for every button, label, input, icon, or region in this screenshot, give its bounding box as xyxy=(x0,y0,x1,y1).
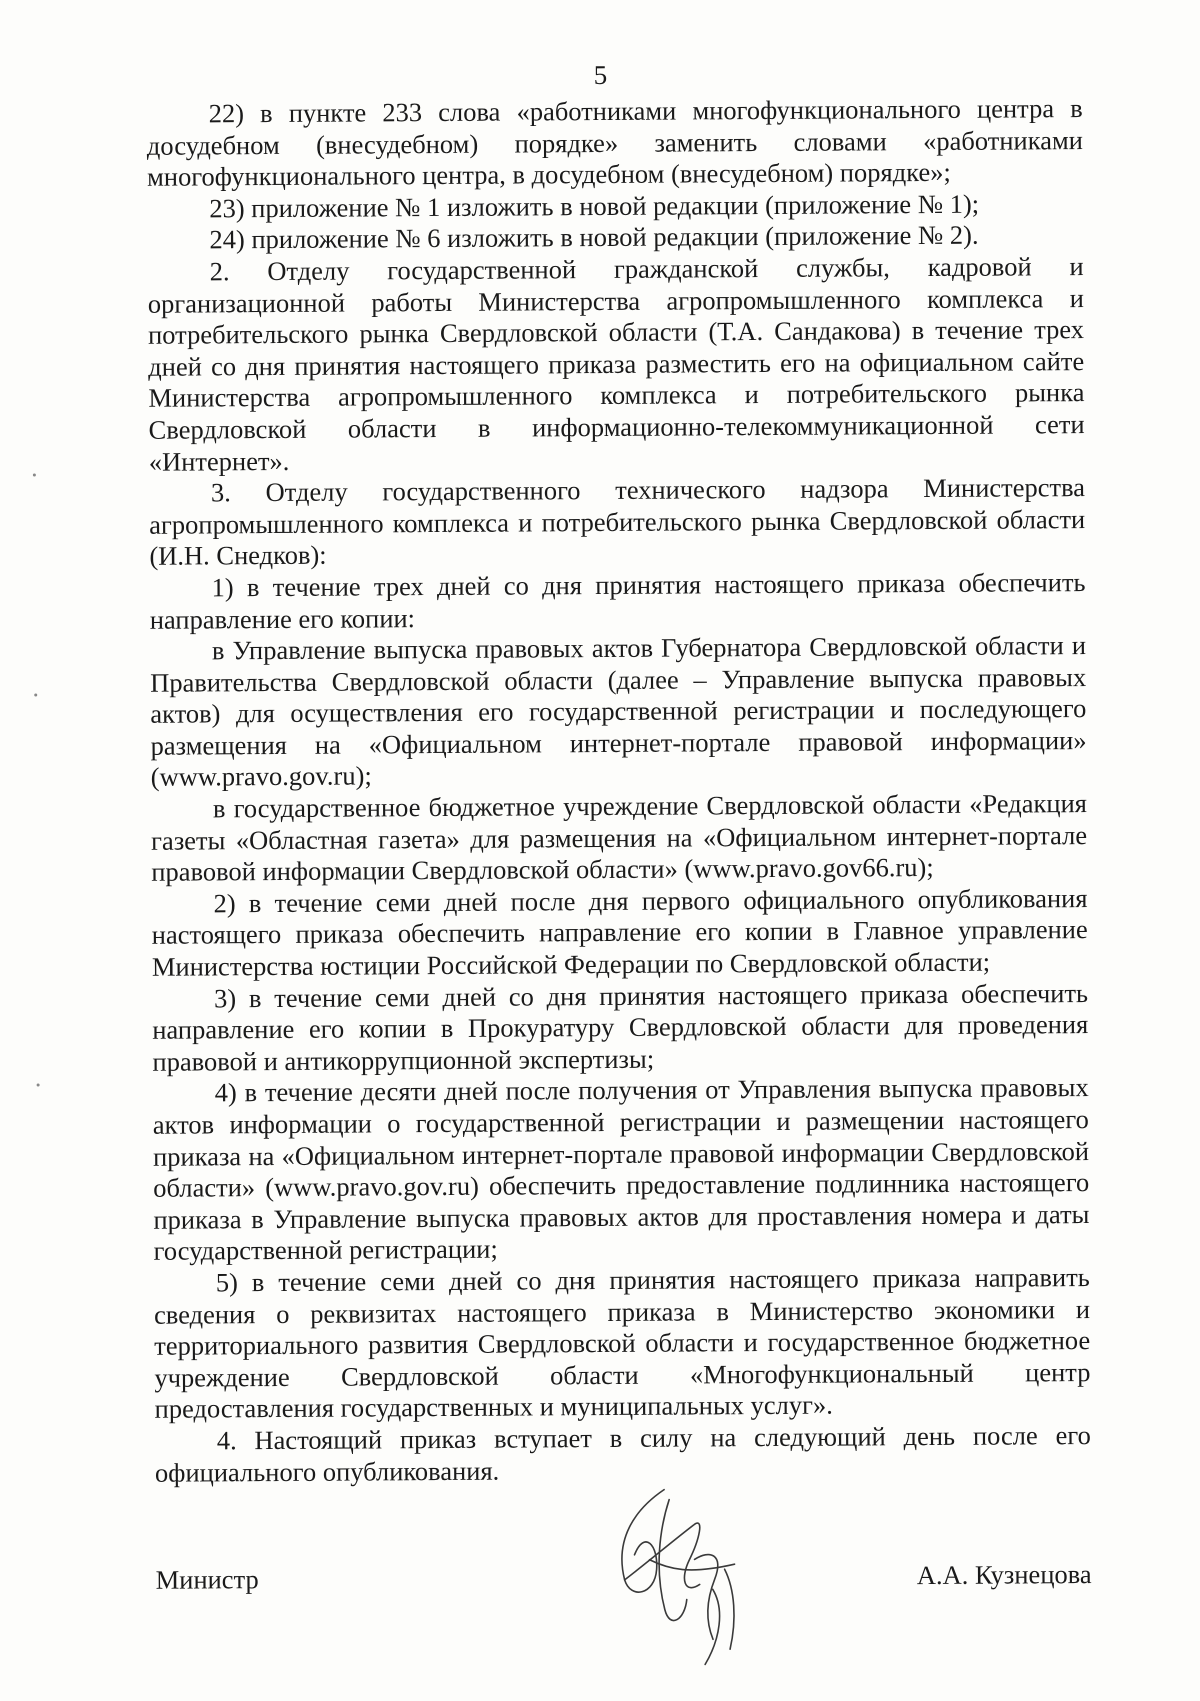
paragraph-subitem-2: 2) в течение семи дней после дня первого официального опубликования настоящего приказа обеспечить направление его копии в Главное управление Министерства юстиции Российской Федерации по Свердловской области; xyxy=(151,882,1088,982)
signatory-title: Министр xyxy=(155,1564,259,1595)
paragraph-section-2: 2. Отделу государственной гражданской службы, кадровой и организационной работы Министерства агропромышленного комплекса и потребительского рынка Свердловской области (Т.А. Сандакова) в течение трех дней со дня принятия настоящего приказа разместить его на официальном сайте Министерства агропромышленного комплекса и потребительского рынка Свердловской области в информационно-телекоммуникационной сети «Интернет». xyxy=(147,251,1085,477)
handwritten-signature xyxy=(594,1469,765,1680)
paragraph-item-22: 22) в пункте 233 слова «работниками многофункционального центра в досудебном (внесудебном) порядке» заменить словами «работниками многофункционального центра, в досудебном (внесудебном) порядке»; xyxy=(146,93,1083,192)
page-number: 5 xyxy=(593,59,608,91)
paragraph-recipient-legal-acts: в Управление выпуска правовых актов Губернатора Свердловской области и Правительства Свердловской области (далее – Управление выпуска правовых актов) для осуществления его государственной регистрации и последующего размещения на «Официальном интернет-портале правовой информации» (www.pravo.gov.ru); xyxy=(150,630,1087,793)
paragraph-subitem-5: 5) в течение семи дней со дня принятия настоящего приказа направить сведения о реквизитах настоящего приказа в Министерство экономики и территориального развития Свердловской области и государственное бюджетное учреждение Свердловской области «Многофункциональный центр предоставления государственных и муниципальных услуг». xyxy=(153,1262,1091,1425)
paragraph-item-23: 23) приложение № 1 изложить в новой редакции (приложение № 1); xyxy=(209,188,980,224)
paragraph-section-3: 3. Отделу государственного технического надзора Министерства агропромышленного комплекса и потребительского рынка Свердловской области (И.Н. Снедков): xyxy=(149,472,1086,572)
paragraph-recipient-gazette: в государственное бюджетное учреждение Свердловской области «Редакция газеты «Областная газета» для размещения на «Официальном интернет-портале правовой информации Свердловской области» (www.pravo.gov66.ru); xyxy=(151,788,1088,888)
paragraph-subitem-4: 4) в течение десяти дней после получения от Управления выпуска правовых актов информации о государственной регистрации и размещении настоящего приказа на «Официальном интернет-портале правовой информации Свердловской области» (www.pravo.gov.ru) обеспечить предоставление подлинника настоящего приказа в Управление выпуска правовых актов для проставления номера и даты государственной регистрации; xyxy=(152,1072,1090,1267)
signatory-name: А.А. Кузнецова xyxy=(916,1559,1092,1591)
scan-speck xyxy=(33,473,36,476)
scan-speck xyxy=(37,1083,40,1086)
paragraph-subitem-1: 1) в течение трех дней со дня принятия настоящего приказа обеспечить направление его копии: xyxy=(149,566,1086,635)
paragraph-section-4: 4. Настоящий приказ вступает в силу на следующий день после его официального опубликования. xyxy=(154,1419,1091,1488)
document-body xyxy=(147,93,1091,1489)
paragraph-subitem-3: 3) в течение семи дней со дня принятия настоящего приказа обеспечить направление его копии в Прокуратуру Свердловской области для проведения правовой и антикоррупционной экспертизы; xyxy=(152,977,1089,1077)
paragraph-item-24: 24) приложение № 6 изложить в новой редакции (приложение № 2). xyxy=(209,220,979,255)
scan-speck xyxy=(34,693,37,696)
